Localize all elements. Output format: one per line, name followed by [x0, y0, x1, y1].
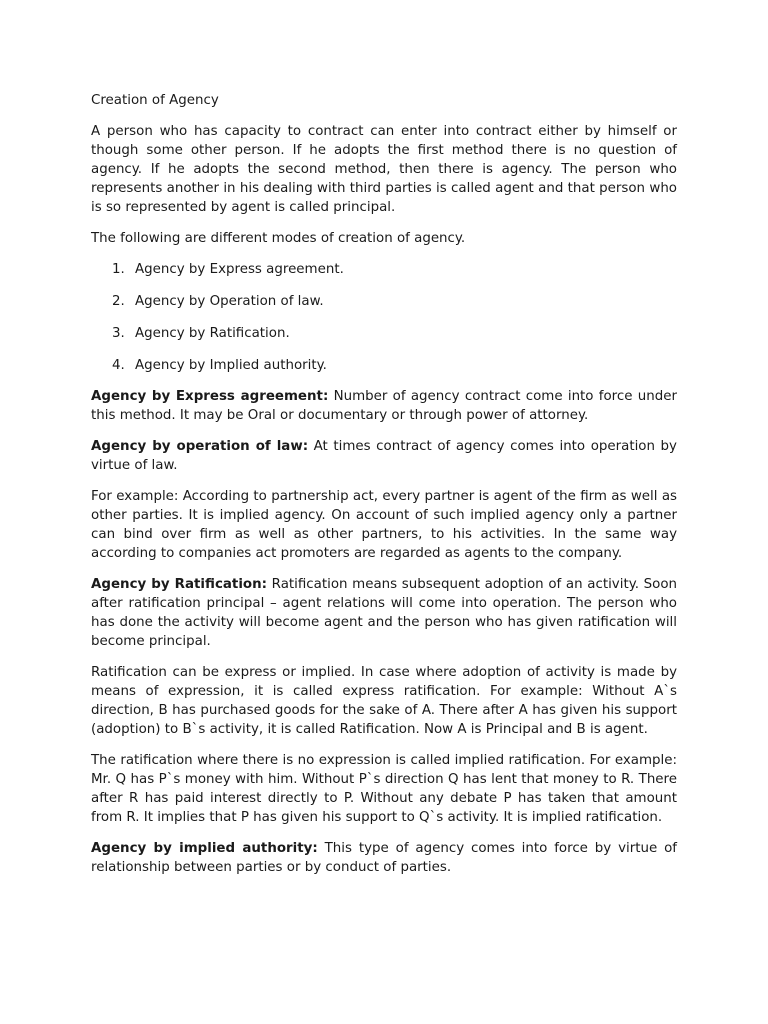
- page-title: Creation of Agency: [91, 93, 219, 108]
- list-item-text: Agency by Ratification.: [135, 326, 290, 341]
- document-page: [91, 91, 677, 889]
- ratification-paragraph: [91, 575, 677, 651]
- list-item: [91, 356, 677, 375]
- express-agreement-text: Number of agency contract come into force under this method. It may be Oral or documentary or through power of attorney.: [91, 389, 677, 423]
- operation-of-law-paragraph: [91, 437, 677, 475]
- operation-of-law-heading: Agency by operation of law:: [91, 439, 309, 454]
- ratification-heading: Agency by Ratification:: [91, 577, 268, 592]
- list-item-number: 1.: [112, 262, 125, 277]
- operation-of-law-text: At times contract of agency comes into operation by virtue of law.: [91, 439, 677, 473]
- implied-ratification-paragraph: The ratification where there is no expression is called implied ratification. For example: Mr. Q has P`s money with him. Without P`s direction Q has lent that money to R. There after R has paid interest directly to P. Without any debate P has taken that amount from R. It implies that P has given his support to Q`s activity. It is implied ratification.: [91, 753, 677, 825]
- list-item-number: 2.: [112, 294, 125, 309]
- list-item-number: 3.: [112, 326, 125, 341]
- list-item-text: Agency by Express agreement.: [135, 262, 344, 277]
- express-agreement-heading: Agency by Express agreement:: [91, 389, 329, 404]
- list-item: [91, 324, 677, 343]
- list-item: [91, 260, 677, 279]
- implied-authority-paragraph: [91, 839, 677, 877]
- express-agreement-paragraph: [91, 387, 677, 425]
- implied-authority-heading: Agency by implied authority:: [91, 841, 318, 856]
- list-item-text: Agency by Implied authority.: [135, 358, 327, 373]
- list-item-number: 4.: [112, 358, 125, 373]
- implied-authority-text: This type of agency comes into force by virtue of relationship between parties or by conduct of parties.: [91, 841, 677, 875]
- ratification-text: Ratification means subsequent adoption of an activity. Soon after ratification principal – agent relations will come into operation. The person who has done the activity will become agent and the person who has given ratification will become principal.: [91, 577, 677, 649]
- modes-list: [91, 260, 677, 375]
- list-item-text: Agency by Operation of law.: [135, 294, 324, 309]
- intro-paragraph: A person who has capacity to contract can enter into contract either by himself or though some other person. If he adopts the first method there is no question of agency. If he adopts the second method, then there is agency. The person who represents another in his dealing with third parties is called agent and that person who is so represented by agent is called principal.: [91, 124, 677, 215]
- list-item: [91, 292, 677, 311]
- modes-intro: The following are different modes of creation of agency.: [91, 231, 466, 246]
- operation-example-paragraph: For example: According to partnership act, every partner is agent of the firm as well as other parties. It is implied agency. On account of such implied agency only a partner can bind over firm as well as other partners, to his activities. In the same way according to companies act promoters are regarded as agents to the company.: [91, 489, 677, 561]
- express-ratification-paragraph: Ratification can be express or implied. In case where adoption of activity is made by means of expression, it is called express ratification. For example: Without A`s direction, B has purchased goods for the sake of A. There after A has given his support (adoption) to B`s activity, it is called Ratification. Now A is Principal and B is agent.: [91, 665, 677, 737]
